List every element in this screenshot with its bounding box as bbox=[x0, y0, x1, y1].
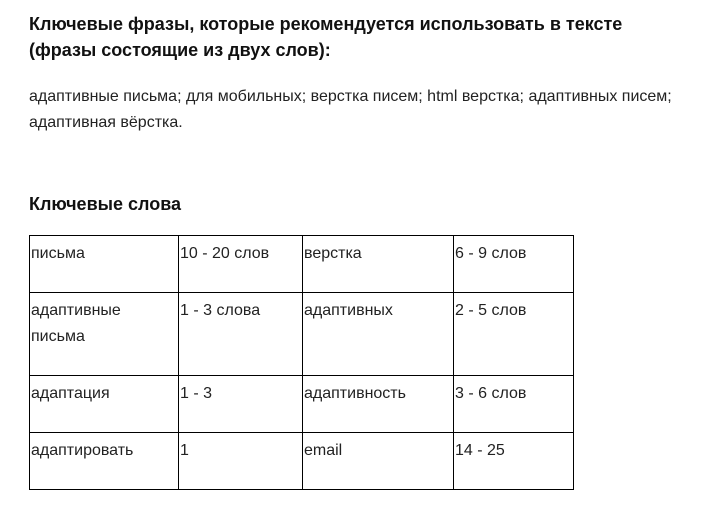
keyword-cell: верстка bbox=[303, 236, 454, 293]
key-phrases-heading: Ключевые фразы, которые рекомендуется использовать в тексте (фразы состоящие из двух слов): bbox=[29, 14, 623, 60]
key-phrases-text: адаптивные письма; для мобильных; верстка писем; html верстка; адаптивных писем; адаптивная вёрстка. bbox=[29, 88, 672, 131]
count-cell: 10 - 20 слов bbox=[179, 236, 303, 293]
count-cell: 6 - 9 слов bbox=[454, 236, 574, 293]
keyword-cell: адаптировать bbox=[30, 433, 179, 490]
count-cell: 2 - 5 слов bbox=[454, 293, 574, 376]
keyword-cell: письма bbox=[30, 236, 179, 293]
count-cell: 1 - 3 bbox=[179, 376, 303, 433]
table-row bbox=[30, 236, 574, 293]
keywords-heading: Ключевые слова bbox=[29, 194, 182, 214]
count-cell: 1 bbox=[179, 433, 303, 490]
keyword-cell: email bbox=[303, 433, 454, 490]
keywords-table bbox=[29, 235, 574, 490]
count-cell: 3 - 6 слов bbox=[454, 376, 574, 433]
table-row bbox=[30, 293, 574, 376]
keyword-cell: адаптивность bbox=[303, 376, 454, 433]
keyword-cell: адаптивные письма bbox=[30, 293, 179, 376]
keyword-cell: адаптивных bbox=[303, 293, 454, 376]
table-row bbox=[30, 376, 574, 433]
count-cell: 1 - 3 слова bbox=[179, 293, 303, 376]
table-row bbox=[30, 433, 574, 490]
keyword-cell: адаптация bbox=[30, 376, 179, 433]
count-cell: 14 - 25 bbox=[454, 433, 574, 490]
